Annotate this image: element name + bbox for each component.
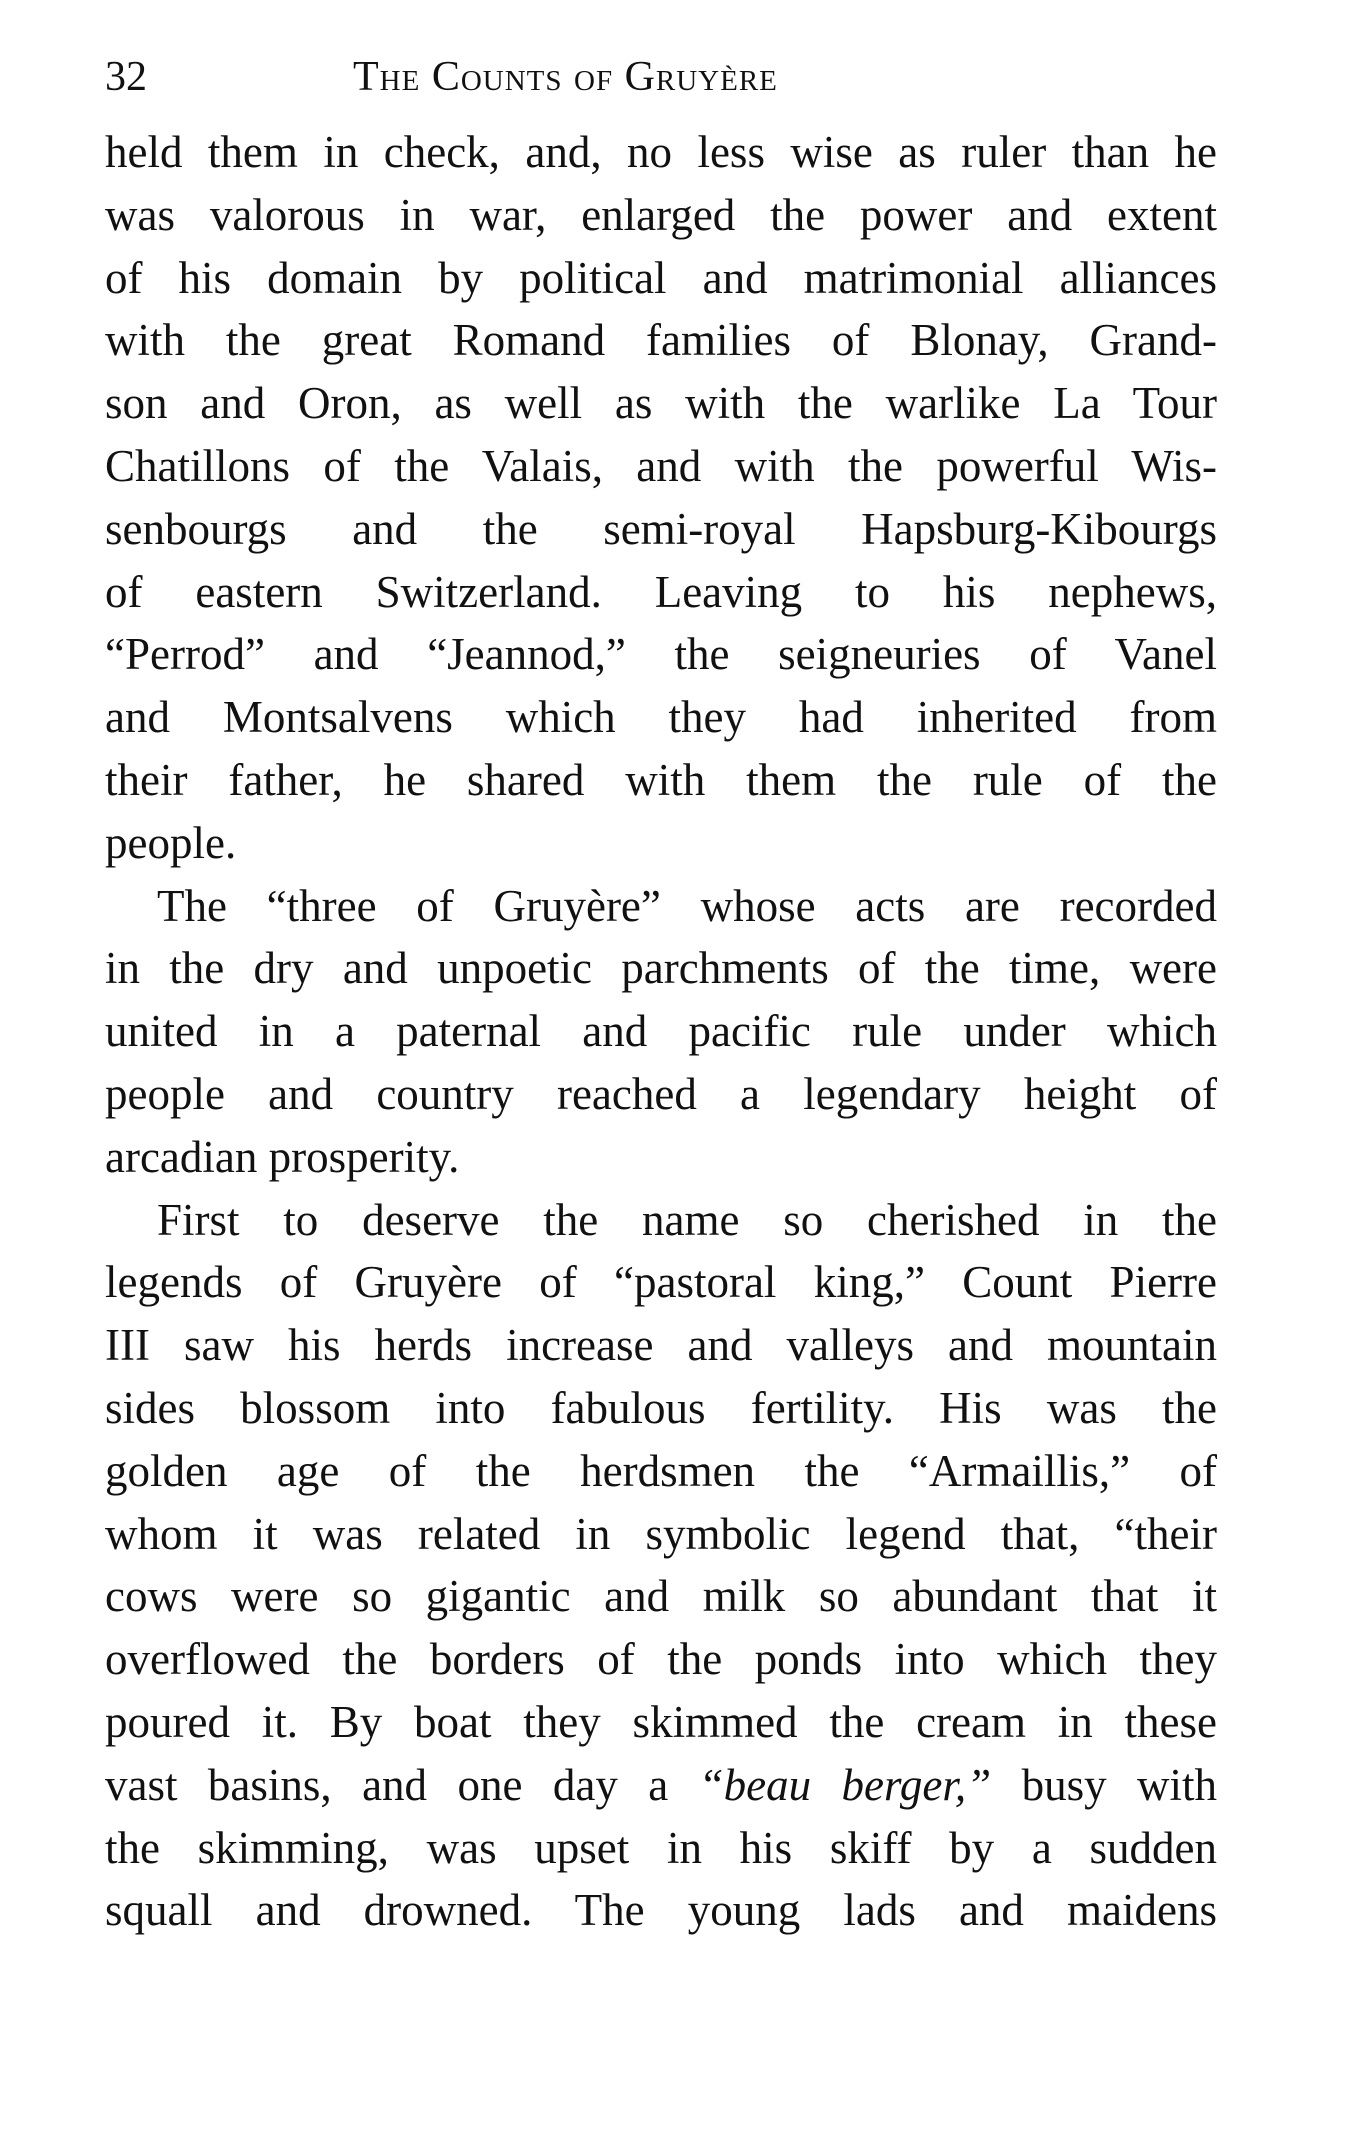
text-line: senbourgs and the semi-royal Hapsburg-Kibourgs [105,503,1217,554]
text-line: legends of Gruyère of “pastoral king,” Count Pierre [105,1257,1217,1308]
text-line: squall and drowned. The young lads and maidens [105,1885,1217,1936]
paragraph-2 [105,875,1217,1189]
text-line: and Montsalvens which they had inherited from [105,692,1217,743]
text-line: of eastern Switzerland. Leaving to his nephews, [105,566,1217,617]
page-number: 32 [105,54,147,100]
text-line-head: vast basins, and one day a [105,1759,699,1810]
text-line: son and Oron, as well as with the warlike La Tour [105,378,1217,429]
text-line: held them in check, and, no less wise as ruler than he [105,127,1217,177]
text-line: of his domain by political and matrimonial alliances [105,252,1217,303]
text-line: III saw his herds increase and valleys and mountain [105,1320,1217,1371]
text-line: the skimming, was upset in his skiff by a sudden [105,1822,1217,1873]
italic-phrase: “beau berger,” [698,1759,992,1810]
running-header [105,42,1217,112]
text-line: First to deserve the name so cherished in the [157,1194,1217,1245]
text-line-mixed [105,1754,1217,1817]
text-line: sides blossom into fabulous fertility. His was the [105,1382,1217,1433]
text-line: people and country reached a legendary height of [105,1068,1217,1119]
text-line: whom it was related in symbolic legend that, “their [105,1508,1217,1559]
text-line: arcadian prosperity. [105,1131,460,1182]
text-line: “Perrod” and “Jeannod,” the seigneuries of Vanel [105,629,1217,680]
text-line: people. [105,817,237,868]
text-line: was valorous in war, enlarged the power and extent [105,189,1217,240]
running-title: The Counts of Gruyère [353,54,778,100]
text-line: poured it. By boat they skimmed the cream in these [105,1696,1217,1747]
text-line: Chatillons of the Valais, and with the powerful Wis- [105,440,1217,491]
paragraph-3 [105,1189,1217,1943]
text-line: united in a paternal and pacific rule under which [105,1006,1217,1057]
book-page [105,0,1217,2136]
text-line: their father, he shared with them the rule of the [105,754,1217,805]
text-line: The “three of Gruyère” whose acts are recorded [157,880,1217,931]
text-line: cows were so gigantic and milk so abundant that it [105,1571,1217,1622]
text-line: in the dry and unpoetic parchments of the time, were [105,943,1217,994]
paragraph-1 [105,121,1217,875]
body-text [105,121,1217,1942]
text-line-tail: busy with [991,1759,1218,1810]
text-line: with the great Romand families of Blonay, Grand- [105,315,1217,366]
text-line: overflowed the borders of the ponds into which they [105,1634,1217,1685]
text-line: golden age of the herdsmen the “Armaillis,” of [105,1445,1217,1496]
